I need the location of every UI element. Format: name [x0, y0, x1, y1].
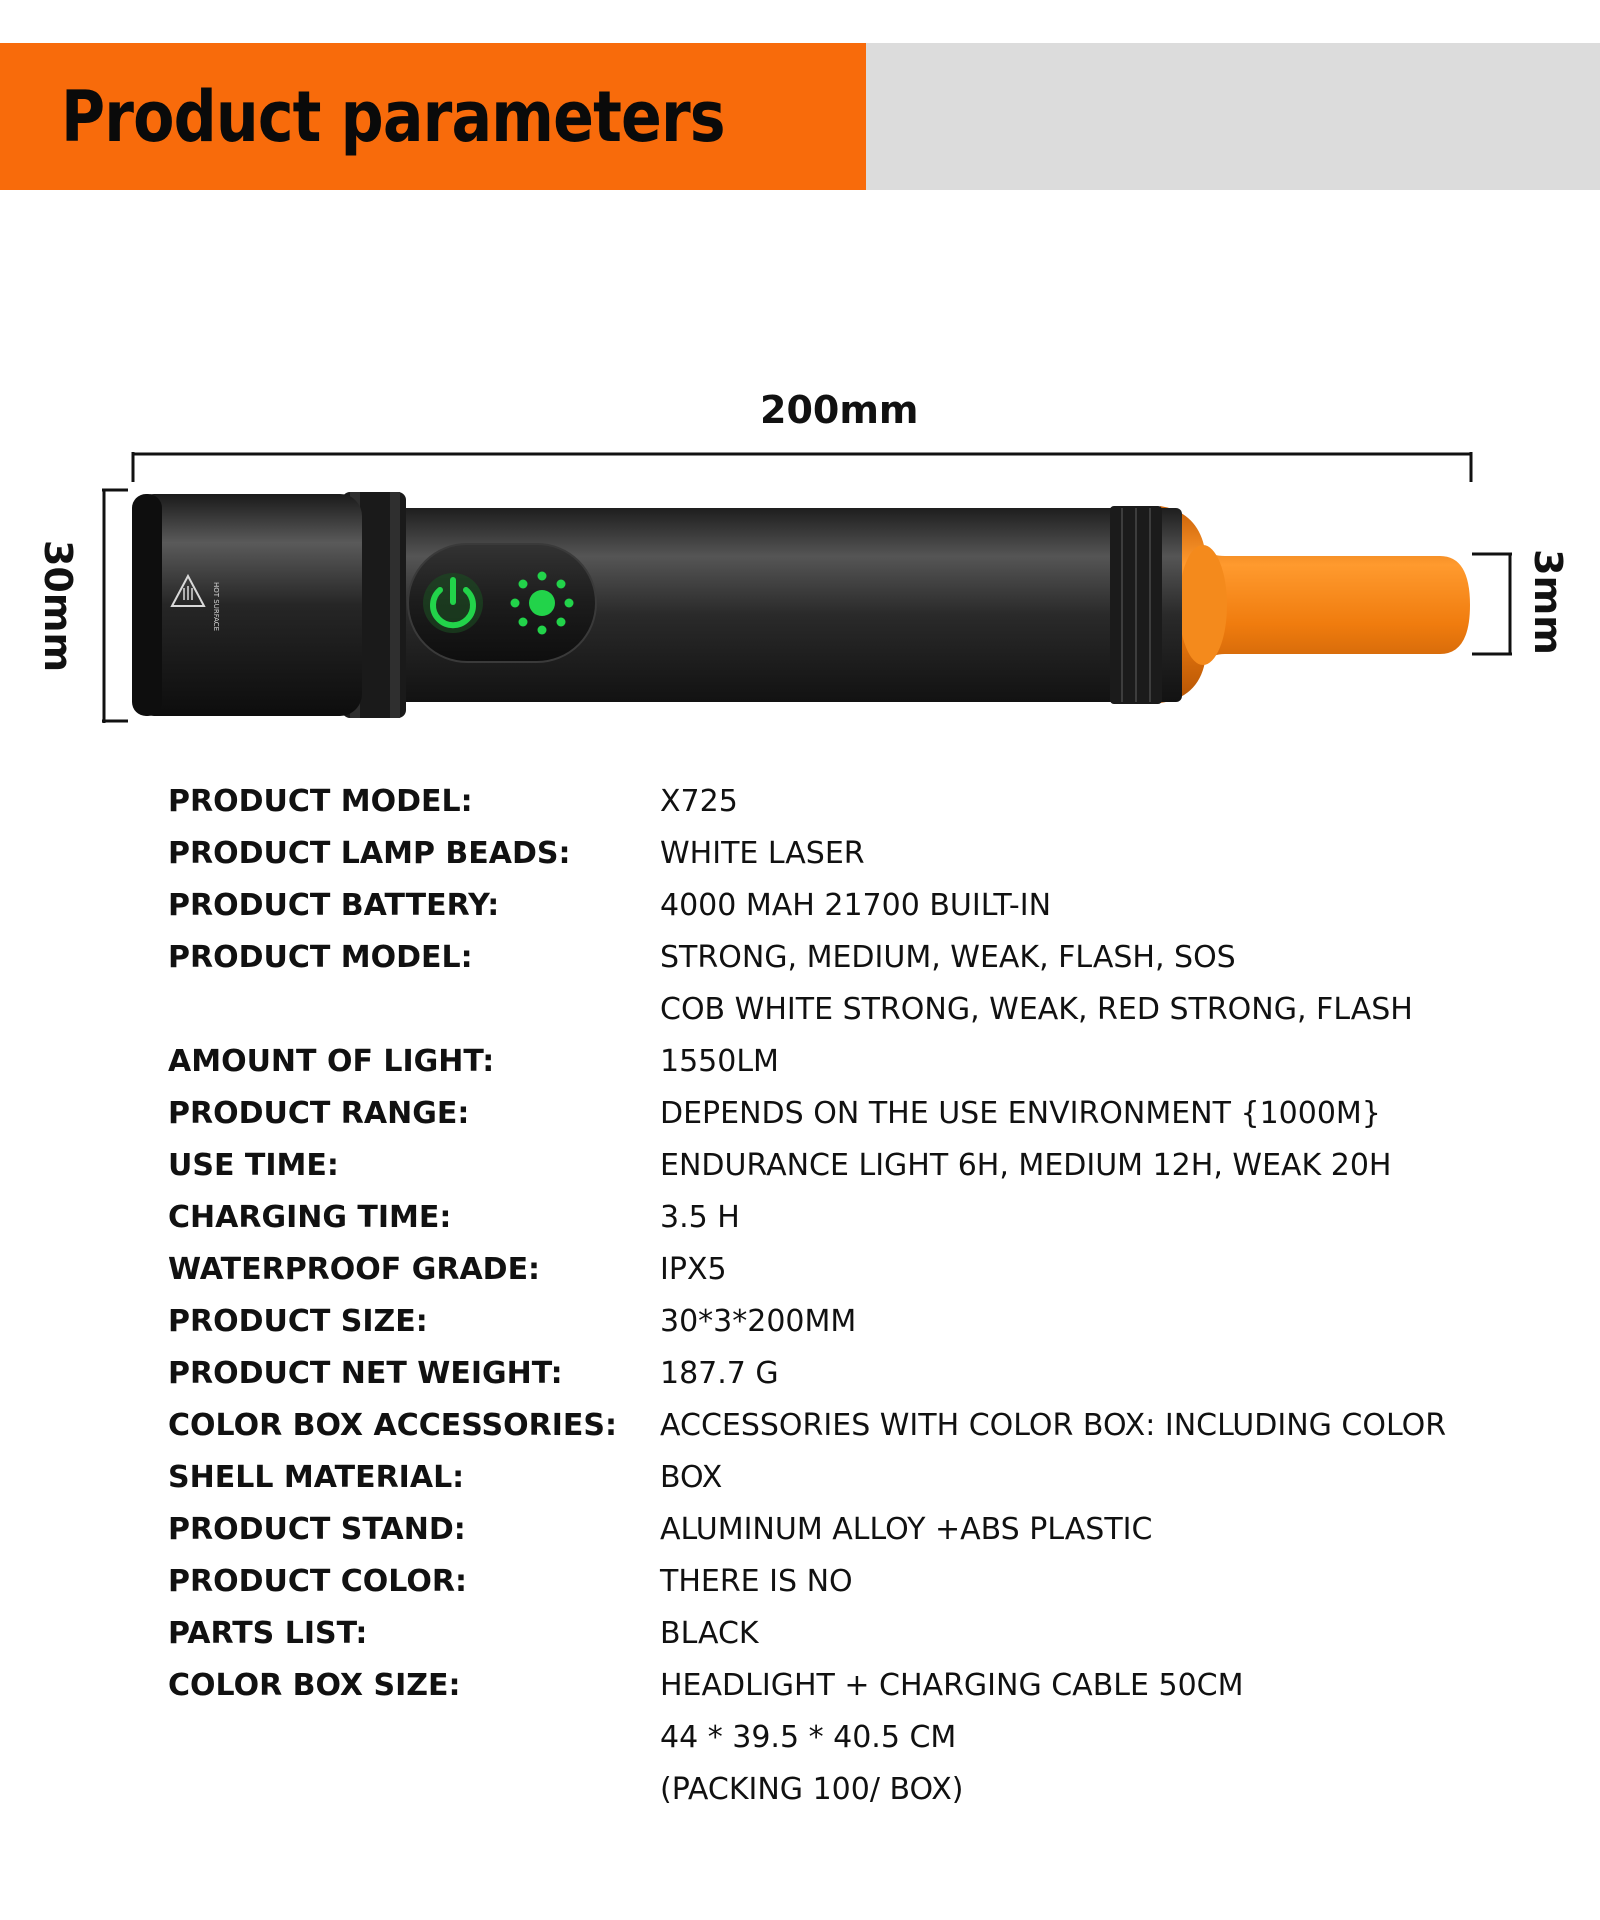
length-dimension-line — [133, 452, 1471, 482]
diameter-dimension-line — [102, 490, 128, 723]
spec-values — [660, 1660, 1568, 1816]
spec-label: PRODUCT NET WEIGHT: — [168, 1356, 563, 1391]
spec-row — [168, 1192, 1568, 1244]
diameter-dimension-label: 30mm — [36, 539, 80, 673]
spec-value: ALUMINUM ALLOY +ABS PLASTIC — [660, 1512, 1153, 1547]
spec-table — [168, 776, 1568, 1816]
tip-dimension-line — [1472, 554, 1512, 654]
spec-value: IPX5 — [660, 1252, 727, 1287]
spec-label: COLOR BOX SIZE: — [168, 1668, 461, 1703]
spec-row — [168, 1088, 1568, 1140]
spec-row — [168, 1660, 1568, 1816]
spec-values — [660, 1036, 1568, 1088]
spec-value: THERE IS NO — [660, 1564, 853, 1599]
spec-values — [660, 776, 1568, 828]
spec-value: BOX — [660, 1460, 723, 1495]
spec-value: 187.7 G — [660, 1356, 779, 1391]
spec-value: X725 — [660, 784, 738, 819]
header-banner-right — [866, 43, 1600, 190]
spec-row — [168, 880, 1568, 932]
flashlight-head — [132, 494, 362, 716]
spec-label: PRODUCT RANGE: — [168, 1096, 470, 1131]
spec-label: USE TIME: — [168, 1148, 339, 1183]
spec-value: STRONG, MEDIUM, WEAK, FLASH, SOS — [660, 940, 1236, 975]
spec-value: ACCESSORIES WITH COLOR BOX: INCLUDING COLOR — [660, 1408, 1447, 1443]
spec-value: 44 * 39.5 * 40.5 CM — [660, 1720, 957, 1755]
spec-values — [660, 1504, 1568, 1556]
spec-label: PRODUCT STAND: — [168, 1512, 466, 1547]
spec-values — [660, 828, 1568, 880]
spec-label: CHARGING TIME: — [168, 1200, 452, 1235]
spec-values — [660, 1088, 1568, 1140]
spec-values — [660, 1296, 1568, 1348]
spec-row — [168, 1400, 1568, 1452]
spec-row — [168, 828, 1568, 880]
tip-dimension-label: 3mm — [1526, 549, 1570, 655]
spec-values — [660, 1192, 1568, 1244]
spec-value: 30*3*200MM — [660, 1304, 857, 1339]
spec-row — [168, 1140, 1568, 1192]
spec-value: 4000 MAH 21700 BUILT-IN — [660, 888, 1052, 923]
spec-value: ENDURANCE LIGHT 6H, MEDIUM 12H, WEAK 20H — [660, 1148, 1392, 1183]
spec-values — [660, 1452, 1568, 1504]
spec-label: PRODUCT MODEL: — [168, 940, 473, 975]
spec-values — [660, 1608, 1568, 1660]
spec-row — [168, 1556, 1568, 1608]
spec-value: COB WHITE STRONG, WEAK, RED STRONG, FLASH — [660, 992, 1413, 1027]
spec-row — [168, 932, 1568, 1036]
spec-row — [168, 1504, 1568, 1556]
spec-value: 1550LM — [660, 1044, 779, 1079]
hot-surface-text: HOT SURFACE — [212, 582, 220, 632]
spec-row — [168, 1036, 1568, 1088]
spec-values — [660, 1400, 1568, 1452]
spec-values — [660, 1244, 1568, 1296]
spec-row — [168, 1348, 1568, 1400]
spec-label: PRODUCT MODEL: — [168, 784, 473, 819]
spec-label: PRODUCT SIZE: — [168, 1304, 428, 1339]
spec-label: PRODUCT LAMP BEADS: — [168, 836, 571, 871]
spec-values — [660, 1140, 1568, 1192]
flashlight-diagram — [0, 430, 1600, 730]
spec-values — [660, 932, 1568, 1036]
spec-label: WATERPROOF GRADE: — [168, 1252, 541, 1287]
spec-values — [660, 1348, 1568, 1400]
spec-label: COLOR BOX ACCESSORIES: — [168, 1408, 617, 1443]
flashlight-tail — [1160, 506, 1470, 703]
page-title: Product parameters — [61, 75, 725, 158]
spec-label: SHELL MATERIAL: — [168, 1460, 465, 1495]
spec-values — [660, 880, 1568, 932]
spec-label: PRODUCT BATTERY: — [168, 888, 500, 923]
spec-value: HEADLIGHT + CHARGING CABLE 50CM — [660, 1668, 1244, 1703]
length-dimension-label: 200mm — [760, 388, 919, 432]
spec-label: PARTS LIST: — [168, 1616, 368, 1651]
power-button-icon[interactable] — [423, 573, 483, 633]
spec-values — [660, 1556, 1568, 1608]
spec-row — [168, 1452, 1568, 1504]
spec-value: DEPENDS ON THE USE ENVIRONMENT {1000M} — [660, 1096, 1381, 1131]
spec-value: BLACK — [660, 1616, 759, 1651]
spec-row — [168, 1296, 1568, 1348]
spec-value: 3.5 H — [660, 1200, 740, 1235]
spec-label: PRODUCT COLOR: — [168, 1564, 467, 1599]
spec-value: WHITE LASER — [660, 836, 865, 871]
spec-value: (PACKING 100/ BOX) — [660, 1772, 964, 1807]
spec-row — [168, 1608, 1568, 1660]
spec-row — [168, 1244, 1568, 1296]
spec-label: AMOUNT OF LIGHT: — [168, 1044, 495, 1079]
spec-row — [168, 776, 1568, 828]
